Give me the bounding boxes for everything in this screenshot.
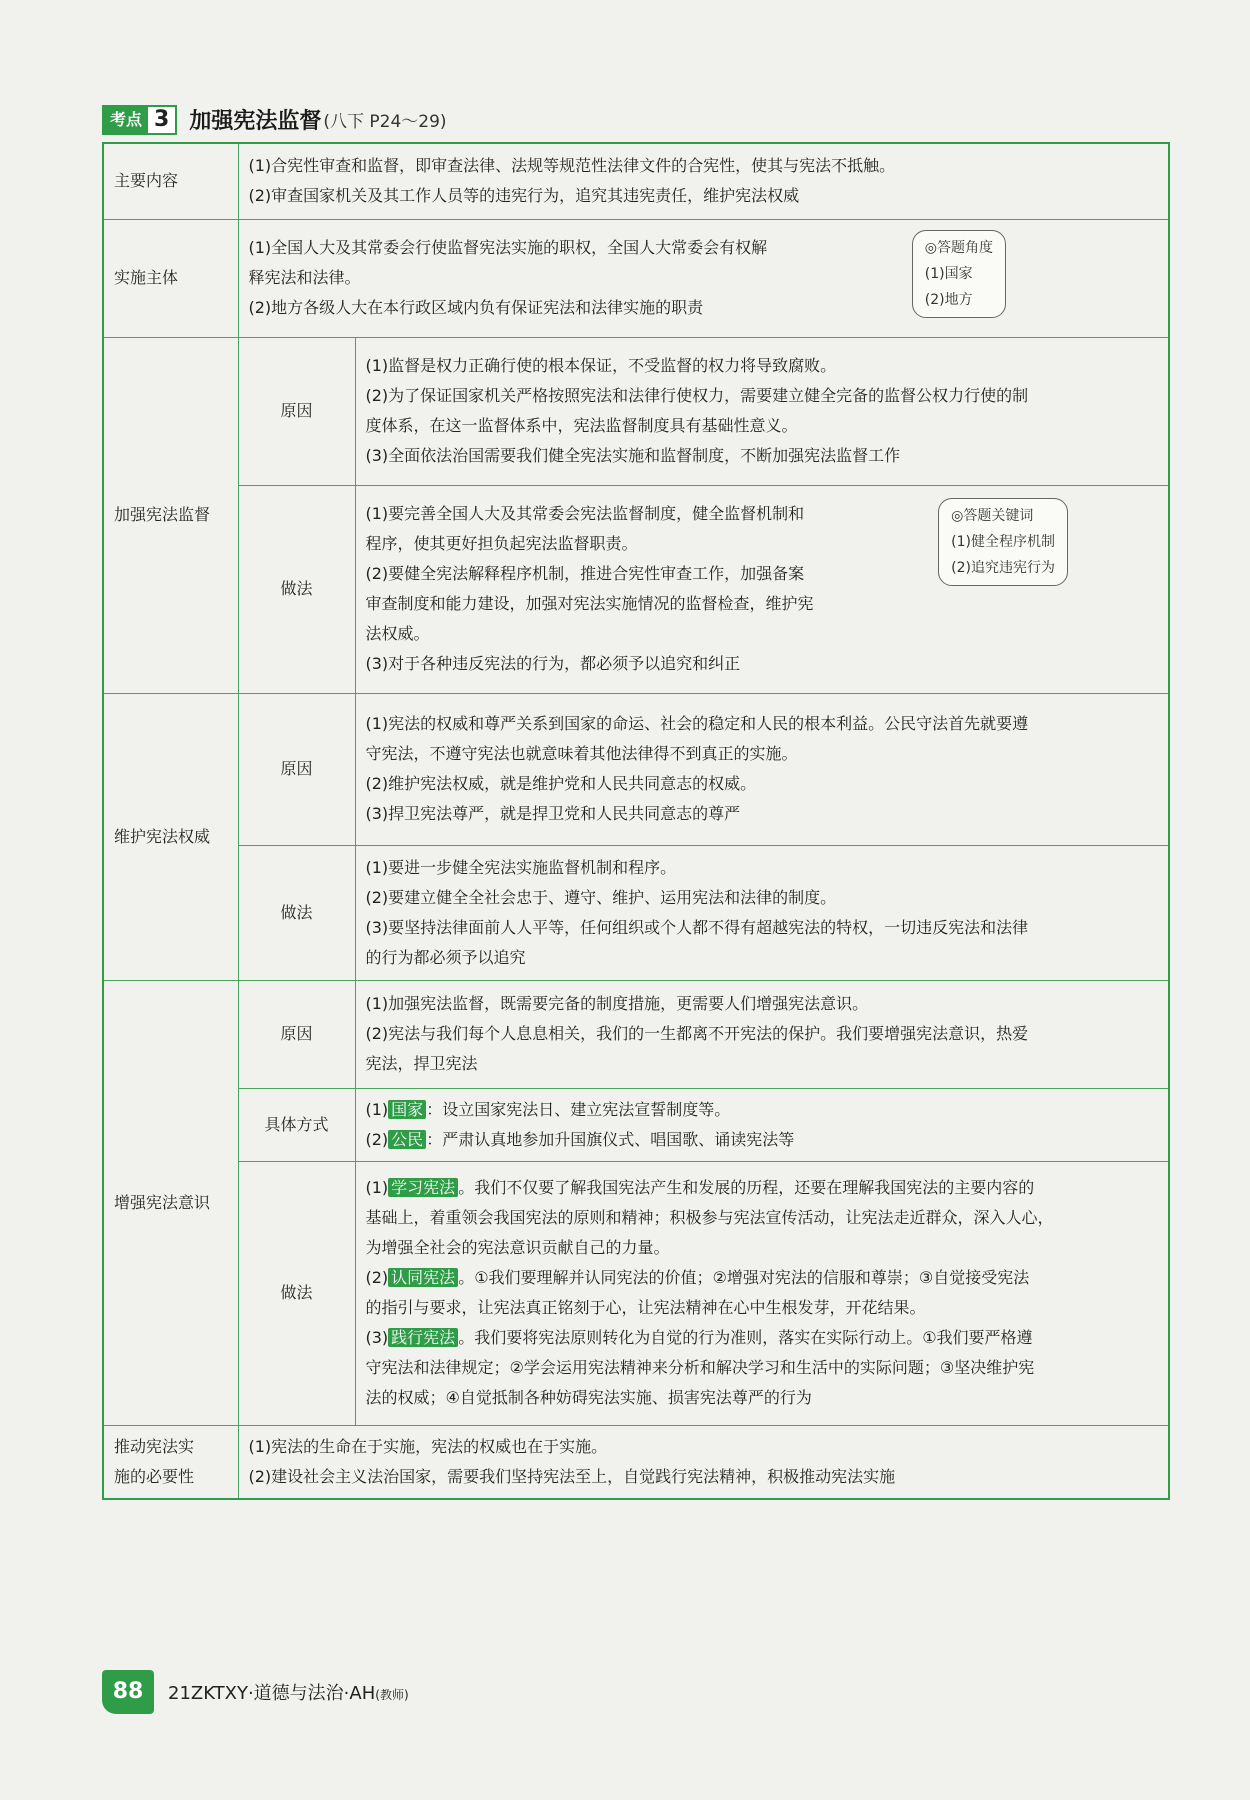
content-line: 基础上，着重领会我国宪法的原则和精神；积极参与宪法宣传活动，让宪法走近群众，深入人心， xyxy=(365,1208,1054,1227)
content-line xyxy=(366,1095,1159,1125)
tag-label: 考点 xyxy=(104,107,148,133)
content-line: (3)对于各种违反宪法的行为，都必须予以追究和纠正 xyxy=(365,654,741,673)
row-label: 主要内容 xyxy=(103,143,238,219)
section-header xyxy=(102,104,447,135)
row-content xyxy=(238,143,1169,219)
table-row xyxy=(103,693,1169,845)
table-row xyxy=(103,1088,1169,1161)
content-line: (2)维护宪法权威，就是维护党和人民共同意志的权威。 xyxy=(365,774,757,793)
content-line: (2)为了保证国家机关严格按照宪法和法律行使权力，需要建立健全完备的监督公权力行使的制 xyxy=(365,386,1029,405)
content-line: 法权威。 xyxy=(365,624,430,643)
content-line xyxy=(366,1323,1159,1353)
content-line: 法的权威；④自觉抵制各种妨碍宪法实施、损害宪法尊严的行为 xyxy=(365,1388,812,1407)
table-row xyxy=(103,980,1169,1088)
item-text: ：设立国家宪法日、建立宪法宣誓制度等。 xyxy=(426,1099,731,1119)
footer-text xyxy=(168,1679,409,1705)
content-line: (1)全国人大及其常委会行使监督宪法实施的职权，全国人大常委会有权解 xyxy=(248,238,768,257)
section-title: 加强宪法监督 xyxy=(189,109,322,134)
content-line: (2)地方各级人大在本行政区域内负有保证宪法和法律实施的职责 xyxy=(248,298,704,317)
table-row xyxy=(103,337,1169,485)
sub-label: 做法 xyxy=(238,845,355,980)
note-item: (1)健全程序机制 xyxy=(951,533,1055,550)
row-label-line: 推动宪法实 xyxy=(114,1436,195,1456)
note-item: (1)国家 xyxy=(924,265,973,282)
content-line: (1)监督是权力正确行使的根本保证，不受监督的权力将导致腐败。 xyxy=(365,356,837,375)
content-line: (3)捍卫宪法尊严，就是捍卫党和人民共同意志的尊严 xyxy=(365,804,741,823)
row-content xyxy=(238,1425,1169,1499)
row-content xyxy=(238,219,1169,337)
content-line: 程序，使其更好担负起宪法监督职责。 xyxy=(365,534,638,553)
row-label: 维护宪法权威 xyxy=(103,693,238,980)
item-prefix: (1) xyxy=(365,1178,389,1197)
table-row xyxy=(103,1425,1169,1499)
content-line: 释宪法和法律。 xyxy=(248,268,361,287)
sub-label: 做法 xyxy=(238,1161,355,1425)
section-tag xyxy=(102,105,177,135)
table-row xyxy=(103,845,1169,980)
edition-label: (教师) xyxy=(375,1688,409,1702)
highlight-tag: 认同宪法 xyxy=(388,1268,458,1287)
item-prefix: (3) xyxy=(365,1328,389,1347)
content-line: (1)加强宪法监督，既需要完备的制度措施，更需要人们增强宪法意识。 xyxy=(365,994,869,1013)
sub-label: 原因 xyxy=(238,337,355,485)
row-label: 加强宪法监督 xyxy=(103,337,238,693)
sub-label: 原因 xyxy=(238,693,355,845)
content-line: 为增强全社会的宪法意识贡献自己的力量。 xyxy=(365,1238,670,1257)
table-row xyxy=(103,1161,1169,1425)
highlight-tag: 学习宪法 xyxy=(388,1178,458,1197)
content-line: (1)合宪性审查和监督，即审查法律、法规等规范性法律文件的合宪性，使其与宪法不抵触。 xyxy=(248,156,896,176)
content-line xyxy=(366,1263,1159,1293)
row-content xyxy=(355,693,1169,845)
note-item: (2)地方 xyxy=(924,291,973,308)
row-content xyxy=(355,1088,1169,1161)
item-text: 。①我们要理解并认同宪法的价值；②增强对宪法的信服和尊崇；③自觉接受宪法 xyxy=(458,1268,1030,1287)
row-label-line: 施的必要性 xyxy=(114,1466,195,1486)
answer-angle-note xyxy=(912,230,1006,318)
row-content xyxy=(355,980,1169,1088)
highlight-tag: 践行宪法 xyxy=(388,1328,458,1347)
row-content xyxy=(355,485,1169,693)
content-line: 守宪法，不遵守宪法也就意味着其他法律得不到真正的实施。 xyxy=(365,744,798,763)
answer-keyword-note xyxy=(938,498,1068,586)
content-line: 宪法，捍卫宪法 xyxy=(365,1054,478,1073)
content-line: (2)建设社会主义法治国家，需要我们坚持宪法至上，自觉践行宪法精神，积极推动宪法实施 xyxy=(248,1466,896,1486)
item-text: 。我们不仅要了解我国宪法产生和发展的历程，还要在理解我国宪法的主要内容的 xyxy=(458,1178,1035,1197)
content-line: (3)要坚持法律面前人人平等，任何组织或个人都不得有超越宪法的特权，一切违反宪法和法律 xyxy=(365,917,1029,937)
sub-label: 做法 xyxy=(238,485,355,693)
item-text: 。我们要将宪法原则转化为自觉的行为准则，落实在实际行动上。①我们要严格遵 xyxy=(458,1328,1033,1347)
content-line: 的行为都必须予以追究 xyxy=(365,947,526,967)
content-line: (3)全面依法治国需要我们健全宪法实施和监督制度，不断加强宪法监督工作 xyxy=(365,446,901,465)
row-label: 实施主体 xyxy=(103,219,238,337)
row-content xyxy=(355,1161,1169,1425)
content-line: (2)宪法与我们每个人息息相关，我们的一生都离不开宪法的保护。我们要增强宪法意识，热爱 xyxy=(365,1024,1029,1043)
table-row xyxy=(103,485,1169,693)
sub-label: 具体方式 xyxy=(238,1088,355,1161)
item-prefix: (2) xyxy=(365,1129,389,1149)
book-code: 21ZKTXY·道德与法治·AH xyxy=(168,1683,376,1704)
content-line: (1)宪法的权威和尊严关系到国家的命运、社会的稳定和人民的根本利益。公民守法首先就要遵 xyxy=(365,714,1029,733)
item-prefix: (1) xyxy=(365,1099,389,1119)
row-content xyxy=(355,845,1169,980)
section-reference: (八下 P24～29) xyxy=(323,112,447,132)
content-line xyxy=(366,1173,1159,1203)
highlight-tag: 国家 xyxy=(388,1100,426,1119)
content-line: 守宪法和法律规定；②学会运用宪法精神来分析和解决学习和生活中的实际问题；③坚决维护宪 xyxy=(365,1358,1035,1377)
content-line: 的指引与要求，让宪法真正铭刻于心，让宪法精神在心中生根发芽，开花结果。 xyxy=(365,1298,926,1317)
content-line: (1)宪法的生命在于实施，宪法的权威也在于实施。 xyxy=(248,1436,608,1456)
note-title: ◎答题关键词 xyxy=(951,507,1034,524)
note-title: ◎答题角度 xyxy=(924,239,993,256)
note-item: (2)追究违宪行为 xyxy=(951,559,1055,576)
content-line: (1)要完善全国人大及其常委会宪法监督制度，健全监督机制和 xyxy=(365,504,805,523)
sub-label: 原因 xyxy=(238,980,355,1088)
content-line xyxy=(366,1125,1159,1155)
row-content xyxy=(355,337,1169,485)
content-line: (2)要建立健全全社会忠于、遵守、维护、运用宪法和法律的制度。 xyxy=(365,887,837,907)
item-text: ：严肃认真地参加升国旗仪式、唱国歌、诵读宪法等 xyxy=(426,1129,795,1149)
content-line: (1)要进一步健全宪法实施监督机制和程序。 xyxy=(365,857,677,877)
content-line: 度体系，在这一监督体系中，宪法监督制度具有基础性意义。 xyxy=(365,416,798,435)
content-line: 审查制度和能力建设，加强对宪法实施情况的监督检查，维护宪 xyxy=(365,594,814,613)
table-row xyxy=(103,219,1169,337)
highlight-tag: 公民 xyxy=(388,1130,426,1149)
table-row xyxy=(103,143,1169,219)
row-label: 增强宪法意识 xyxy=(103,980,238,1425)
row-label xyxy=(103,1425,238,1499)
item-prefix: (2) xyxy=(365,1268,389,1287)
knowledge-table xyxy=(102,142,1170,1500)
tag-number: 3 xyxy=(154,106,170,132)
page-number: 88 xyxy=(102,1670,154,1714)
content-line: (2)要健全宪法解释程序机制，推进合宪性审查工作，加强备案 xyxy=(365,564,805,583)
content-line: (2)审查国家机关及其工作人员等的违宪行为，追究其违宪责任，维护宪法权威 xyxy=(248,186,800,206)
page-footer xyxy=(102,1670,409,1714)
